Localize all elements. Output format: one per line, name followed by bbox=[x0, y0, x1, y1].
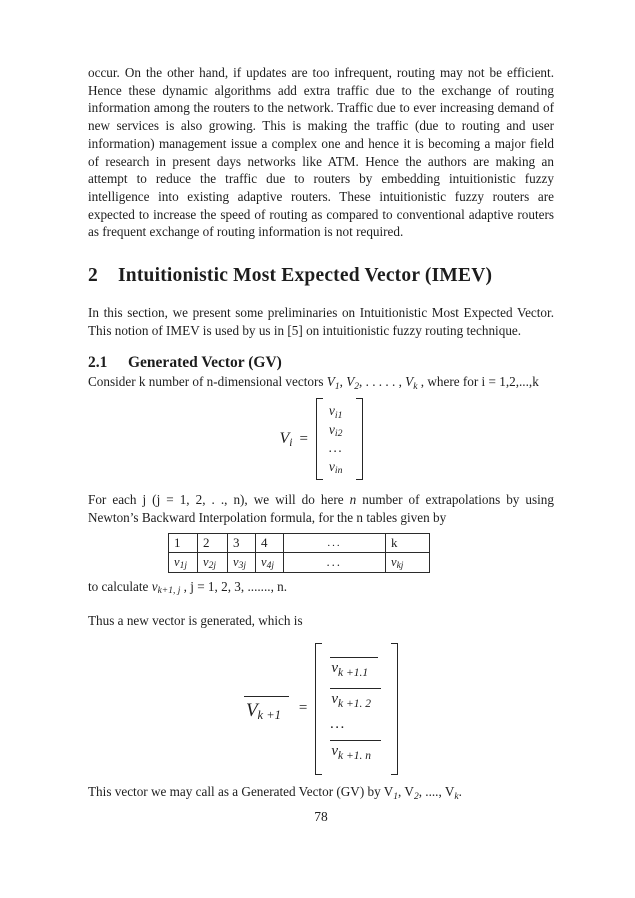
vector-v2: V bbox=[346, 374, 355, 390]
table-header-cell: 2 bbox=[198, 533, 228, 553]
vector-vk: $V_k$ bbox=[444, 783, 459, 802]
overline-v: $V_{k +1}$ bbox=[244, 696, 289, 722]
section-2-1-number: 2.1 bbox=[88, 354, 108, 372]
matrix-entry: $v_{in}$ bbox=[328, 458, 343, 477]
vector-vk: V bbox=[405, 374, 414, 390]
table-header-cell: 1 bbox=[169, 533, 198, 553]
matrix-entry bbox=[330, 740, 381, 760]
vector-v2: $V_2$ bbox=[404, 783, 419, 802]
section-2-1-heading bbox=[88, 354, 554, 372]
section-2-intro-paragraph: In this section, we present some preliminaries on Intuitionistic Most Expected Vector. This notion of IMEV is used by us in [5] on intuitionistic fuzzy routing technique. bbox=[88, 305, 554, 338]
table-value-cell: $v_{2j}$ bbox=[198, 553, 228, 573]
matrix-entry: $v_{i1}$ bbox=[328, 403, 343, 421]
table-value-row bbox=[169, 553, 430, 573]
intro-paragraph: occur. On the other hand, if updates are too infrequent, routing may not be efficient. Hence these dynamic algorithms add extra traffic due to the exchange of routing information among the routers to the network. Traffic due to ever increasing demand of new services is also growing. This is making the traffic (due to routing and user information) management issue a complex one and hence it is becoming a major field of research in present days networks like ATM. Hence the authors are making an attempt to reduce the traffic due to routers by embedding intuitionistic fuzzy intelligence into existing adaptive routers. These intuitionistic fuzzy routers are expected to increase the speed of routing as compared to conventional adaptive routers as frequent exchange of routing information is not required. bbox=[88, 65, 554, 240]
table-value-cell: $v_{3j}$ bbox=[228, 553, 256, 573]
matrix-entry bbox=[330, 688, 381, 708]
equals-sign: = bbox=[298, 700, 308, 717]
section-2-title: Intuitionistic Most Expected Vector (IMEV) bbox=[118, 265, 493, 287]
overline-entry: $v_{k +1.1}$ bbox=[330, 657, 378, 677]
vector-v1: $V_1$ bbox=[383, 783, 399, 802]
table-value-cell: $v_{kj}$ bbox=[386, 553, 430, 573]
matrix-bracket-right bbox=[356, 398, 363, 480]
final-line: This vector we may call as a Generated Vector (GV) by $V_1$, $V_2$, ...., $V_k$. bbox=[88, 783, 462, 802]
tocalc-line: to calculate $v_{k+1, j}$ , j = 1, 2, 3, ......., n. bbox=[88, 578, 288, 597]
equals-sign: = bbox=[299, 430, 308, 447]
table-value-cell: $v_{4j}$ bbox=[256, 553, 284, 573]
table-header-dots: ... bbox=[284, 533, 386, 553]
matrix-dots: ... bbox=[328, 440, 344, 456]
table-value-dots: ... bbox=[284, 553, 386, 573]
matrix-entry: $v_{i2}$ bbox=[328, 421, 343, 440]
overline-entry: $v_{k +1. 2}$ bbox=[330, 688, 381, 708]
table-header-row bbox=[169, 533, 430, 553]
matrix-dots: ... bbox=[330, 715, 347, 732]
equation-vk1-lhs bbox=[244, 696, 289, 722]
equation-vk1 bbox=[88, 643, 554, 775]
consider-text: Consider k number of n-dimensional vectors bbox=[88, 374, 327, 390]
italic-n: n bbox=[349, 492, 357, 508]
matrix bbox=[315, 643, 398, 775]
section-2-heading bbox=[88, 265, 554, 287]
extrapolation-table bbox=[168, 533, 430, 573]
vector-v1: V bbox=[326, 374, 335, 390]
overline-entry: $v_{k +1. n}$ bbox=[330, 740, 381, 760]
equation-vi-lhs: $V_i$ bbox=[279, 430, 293, 450]
page-number: 78 bbox=[314, 808, 328, 824]
table-value-cell: $v_{1j}$ bbox=[169, 553, 198, 573]
thus-line: Thus a new vector is generated, which is bbox=[88, 613, 303, 629]
matrix-bracket-left bbox=[315, 643, 322, 775]
foreach-paragraph: For each j (j = 1, 2, . ., n), we will do here n number of extrapolations by using Newton’s Backward Interpolation formula, for the n tables given by bbox=[88, 492, 554, 525]
table-header-cell: k bbox=[386, 533, 430, 553]
matrix-bracket-left bbox=[316, 398, 323, 480]
matrix-bracket-right bbox=[391, 643, 398, 775]
equation-vi bbox=[88, 398, 554, 480]
section-2-1-title: Generated Vector (GV) bbox=[128, 354, 282, 372]
table-header-cell: 3 bbox=[228, 533, 256, 553]
matrix bbox=[316, 398, 363, 480]
table-header-cell: 4 bbox=[256, 533, 284, 553]
section-2-number: 2 bbox=[88, 265, 98, 287]
consider-line: Consider k number of n-dimensional vectors $V_1$, $V_2$, . . . . . , $V_k$ , where for i = 1,2,...,k bbox=[88, 374, 539, 393]
matrix-entry bbox=[330, 657, 381, 677]
